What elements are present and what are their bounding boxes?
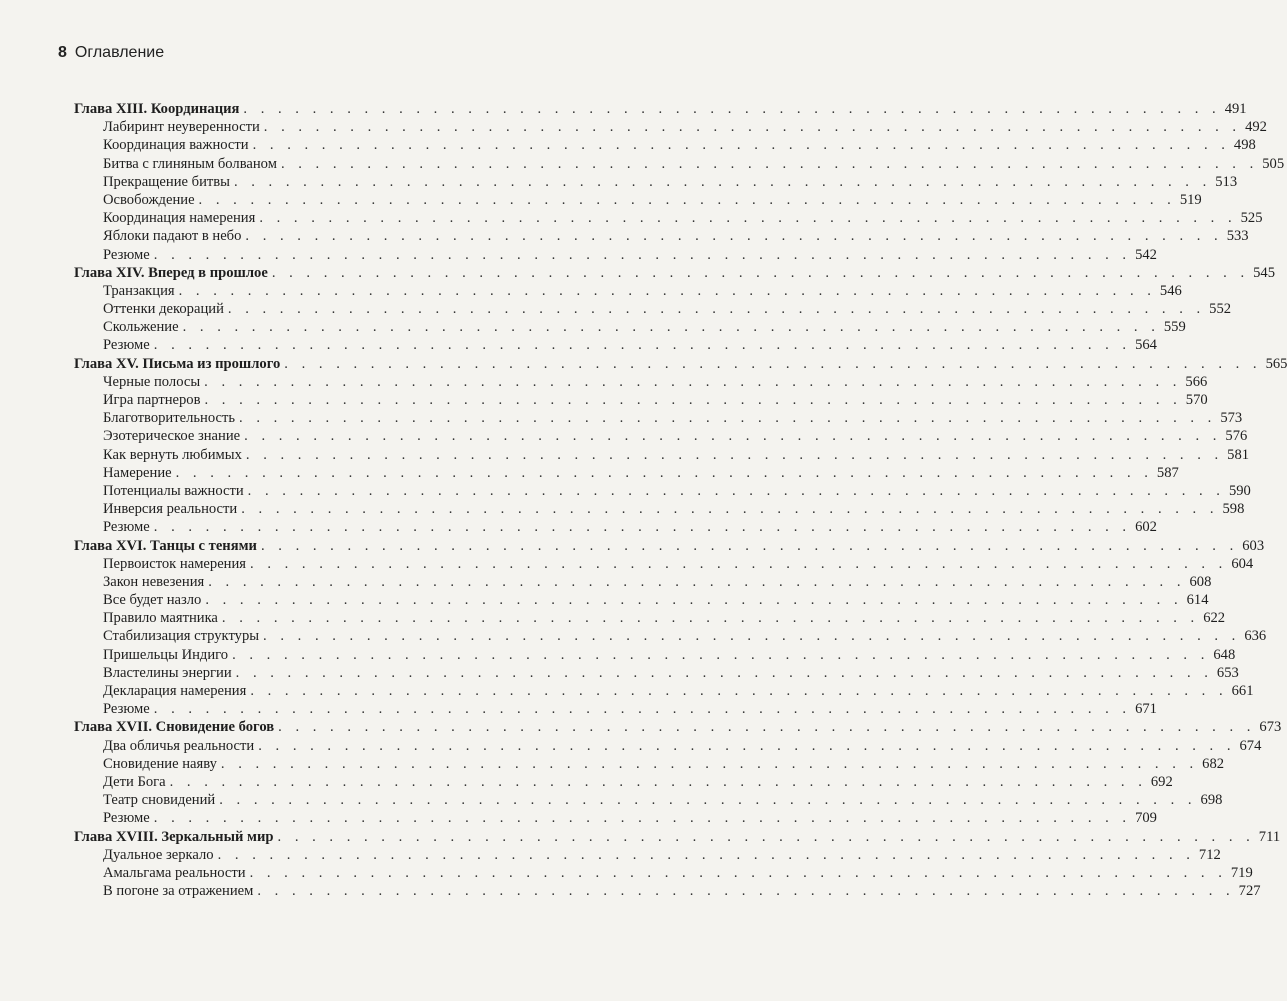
dot-leader: . . . . . . . . . . . . . . . . . . . . . . . . . . . . . . . . . . . . . . . . . . . . . . . . . . . . . . . . . (244, 428, 1222, 445)
toc-item-page: 564 (1135, 337, 1157, 354)
dot-leader: . . . . . . . . . . . . . . . . . . . . . . . . . . . . . . . . . . . . . . . . . . . . . . . . . . . . . . . . . (153, 519, 1132, 536)
toc-item-page: 519 (1179, 191, 1202, 208)
table-of-contents (74, 100, 1287, 900)
dot-leader: . . . . . . . . . . . . . . . . . . . . . . . . . . . . . . . . . . . . . . . . . . . . . . . . . . . . . . . . . (204, 373, 1182, 390)
dot-leader: . . . . . . . . . . . . . . . . . . . . . . . . . . . . . . . . . . . . . . . . . . . . . . . . . . . . . . . . . (271, 264, 1250, 281)
toc-item (74, 209, 1263, 227)
dot-leader: . . . . . . . . . . . . . . . . . . . . . . . . . . . . . . . . . . . . . . . . . . . . . . . . . . . . . . . . . (258, 737, 1236, 754)
toc-item-title: Как вернуть любимых (103, 446, 242, 463)
toc-item-title: Стабилизация структуры (103, 628, 260, 645)
toc-item-page: 546 (1159, 282, 1182, 299)
toc-item-page: 576 (1225, 428, 1248, 445)
toc-item-title: Резюме (103, 246, 150, 263)
toc-item (74, 809, 1157, 827)
dot-leader: . . . . . . . . . . . . . . . . . . . . . . . . . . . . . . . . . . . . . . . . . . . . . . . . . . . . . . . . . (241, 501, 1219, 518)
toc-chapter-page: 711 (1258, 828, 1281, 845)
toc-chapter-page: 603 (1242, 537, 1265, 554)
dot-leader: . . . . . . . . . . . . . . . . . . . . . . . . . . . . . . . . . . . . . . . . . . . . . . . . . . . . . . . . . (260, 537, 1239, 554)
dot-leader: . . . . . . . . . . . . . . . . . . . . . . . . . . . . . . . . . . . . . . . . . . . . . . . . . . . . . . . . . (221, 610, 1200, 627)
dot-leader: . . . . . . . . . . . . . . . . . . . . . . . . . . . . . . . . . . . . . . . . . . . . . . . . . . . . . . . . . (169, 773, 1147, 790)
toc-item-title: Прекращение битвы (103, 173, 230, 190)
toc-item-page: 698 (1200, 792, 1223, 809)
dot-leader: . . . . . . . . . . . . . . . . . . . . . . . . . . . . . . . . . . . . . . . . . . . . . . . . . . . . . . . . . (277, 828, 1255, 845)
dot-leader: . . . . . . . . . . . . . . . . . . . . . . . . . . . . . . . . . . . . . . . . . . . . . . . . . . . . . . . . . (278, 719, 1256, 736)
toc-item-page: 661 (1231, 683, 1254, 699)
toc-item-page: 692 (1150, 773, 1173, 790)
toc-item-title: Дети Бога (103, 773, 166, 790)
toc-chapter-title: Глава XIV. Вперед в прошлое (74, 264, 268, 281)
toc-item-page: 533 (1226, 228, 1249, 245)
toc-item (74, 627, 1267, 645)
toc-item-title: Намерение (103, 464, 172, 481)
toc-item-title: Все будет назло (103, 592, 202, 609)
toc-item-page: 671 (1135, 701, 1157, 718)
toc-item-title: Резюме (103, 337, 150, 354)
toc-item-title: Амальгама реальности (103, 864, 246, 881)
toc-item-page: 709 (1135, 810, 1157, 827)
toc-item-page: 674 (1239, 737, 1262, 754)
dot-leader: . . . . . . . . . . . . . . . . . . . . . . . . . . . . . . . . . . . . . . . . . . . . . . . . . . . . . . . . . (252, 137, 1230, 154)
toc-item (74, 246, 1157, 264)
toc-item-title: Декларация намерения (103, 683, 247, 699)
toc-item-title: Пришельцы Индиго (103, 646, 229, 663)
toc-item-page: 587 (1156, 464, 1179, 481)
toc-item (74, 700, 1157, 718)
toc-item (74, 391, 1208, 409)
dot-leader: . . . . . . . . . . . . . . . . . . . . . . . . . . . . . . . . . . . . . . . . . . . . . . . . . . . . . . . . . (284, 355, 1262, 372)
toc-item (74, 555, 1254, 573)
toc-item (74, 882, 1261, 900)
toc-item-page: 636 (1244, 628, 1267, 645)
toc-item (74, 646, 1236, 664)
dot-leader: . . . . . . . . . . . . . . . . . . . . . . . . . . . . . . . . . . . . . . . . . . . . . . . . . . . . . . . . . (198, 191, 1176, 208)
toc-item-title: Сновидение наяву (103, 755, 217, 772)
toc-item-page: 622 (1203, 610, 1226, 627)
toc-item (74, 427, 1248, 445)
toc-item-page: 590 (1228, 482, 1251, 499)
page-number: 8 (58, 44, 67, 61)
toc-item-title: Потенциалы важности (103, 482, 244, 499)
toc-item-page: 712 (1198, 846, 1221, 863)
toc-chapter-page: 565 (1265, 355, 1287, 372)
dot-leader: . . . . . . . . . . . . . . . . . . . . . . . . . . . . . . . . . . . . . . . . . . . . . . . . . . . . . . . . . (250, 683, 1228, 699)
dot-leader: . . . . . . . . . . . . . . . . . . . . . . . . . . . . . . . . . . . . . . . . . . . . . . . . . . . . . . . . . (175, 464, 1153, 481)
dot-leader: . . . . . . . . . . . . . . . . . . . . . . . . . . . . . . . . . . . . . . . . . . . . . . . . . . . . . . . . . (219, 792, 1197, 809)
toc-chapter-title: Глава XIII. Координация (74, 101, 240, 117)
toc-item-page: 570 (1185, 392, 1208, 408)
toc-item (74, 373, 1208, 391)
dot-leader: . . . . . . . . . . . . . . . . . . . . . . . . . . . . . . . . . . . . . . . . . . . . . . . . . . . . . . . . . (247, 482, 1225, 499)
toc-item-title: Театр сновидений (103, 792, 216, 809)
toc-item-page: 525 (1240, 210, 1263, 227)
dot-leader: . . . . . . . . . . . . . . . . . . . . . . . . . . . . . . . . . . . . . . . . . . . . . . . . . . . . . . . . . (280, 155, 1259, 172)
toc-item-title: Скольжение (103, 319, 179, 336)
toc-item-page: 498 (1233, 137, 1256, 154)
toc-chapter-title: Глава XVIII. Зеркальный мир (74, 828, 274, 845)
toc-item-title: Властелины энергии (103, 664, 232, 681)
toc-item-title: Игра партнеров (103, 392, 201, 408)
toc-item (74, 609, 1226, 627)
toc-item (74, 773, 1173, 791)
dot-leader: . . . . . . . . . . . . . . . . . . . . . . . . . . . . . . . . . . . . . . . . . . . . . . . . . . . . . . . . . (235, 664, 1213, 681)
toc-chapter-page: 545 (1253, 264, 1275, 281)
dot-leader: . . . . . . . . . . . . . . . . . . . . . . . . . . . . . . . . . . . . . . . . . . . . . . . . . . . . . . . . . (250, 555, 1228, 572)
dot-leader: . . . . . . . . . . . . . . . . . . . . . . . . . . . . . . . . . . . . . . . . . . . . . . . . . . . . . . . . . (263, 628, 1241, 645)
toc-item-title: Битва с глиняным болваном (103, 155, 277, 172)
toc-item-title: Правило маятника (103, 610, 218, 627)
toc-item-page: 653 (1216, 664, 1239, 681)
toc-item-title: Яблоки падают в небо (103, 228, 242, 245)
toc-item-page: 566 (1185, 373, 1208, 390)
toc-item-page: 614 (1186, 592, 1209, 609)
toc-chapter-title: Глава XVII. Сновидение богов (74, 719, 275, 736)
toc-item-page: 682 (1202, 755, 1225, 772)
toc-item-page: 552 (1209, 301, 1232, 318)
dot-leader: . . . . . . . . . . . . . . . . . . . . . . . . . . . . . . . . . . . . . . . . . . . . . . . . . . . . . . . . . (245, 228, 1223, 245)
toc-item (74, 791, 1223, 809)
toc-item (74, 737, 1262, 755)
toc-item-page: 648 (1213, 646, 1236, 663)
toc-item (74, 409, 1243, 427)
toc-chapter (74, 100, 1247, 118)
toc-item-page: 602 (1135, 519, 1157, 536)
toc-item-title: Благотворительность (103, 410, 236, 427)
toc-item-title: Оттенки декораций (103, 301, 224, 318)
toc-item (74, 227, 1249, 245)
toc-item (74, 282, 1182, 300)
toc-item-page: 505 (1262, 155, 1285, 172)
page-header (58, 44, 164, 62)
toc-chapter (74, 264, 1275, 282)
dot-leader: . . . . . . . . . . . . . . . . . . . . . . . . . . . . . . . . . . . . . . . . . . . . . . . . . . . . . . . . . (178, 282, 1156, 299)
toc-chapter-page: 491 (1224, 101, 1247, 117)
toc-item (74, 573, 1212, 591)
toc-item-title: Координация важности (103, 137, 249, 154)
dot-leader: . . . . . . . . . . . . . . . . . . . . . . . . . . . . . . . . . . . . . . . . . . . . . . . . . . . . . . . . . (208, 573, 1186, 590)
toc-item-title: В погоне за отражением (103, 883, 254, 900)
toc-item (74, 864, 1253, 882)
toc-item (74, 336, 1157, 354)
toc-item-title: Резюме (103, 810, 150, 827)
toc-item-title: Транзакция (103, 282, 175, 299)
dot-leader: . . . . . . . . . . . . . . . . . . . . . . . . . . . . . . . . . . . . . . . . . . . . . . . . . . . . . . . . . (153, 810, 1132, 827)
dot-leader: . . . . . . . . . . . . . . . . . . . . . . . . . . . . . . . . . . . . . . . . . . . . . . . . . . . . . . . . . (233, 173, 1212, 190)
dot-leader: . . . . . . . . . . . . . . . . . . . . . . . . . . . . . . . . . . . . . . . . . . . . . . . . . . . . . . . . . (182, 319, 1160, 336)
dot-leader: . . . . . . . . . . . . . . . . . . . . . . . . . . . . . . . . . . . . . . . . . . . . . . . . . . . . . . . . . (232, 646, 1210, 663)
toc-item (74, 846, 1221, 864)
toc-item-page: 542 (1135, 246, 1157, 263)
toc-chapter (74, 537, 1265, 555)
toc-item (74, 173, 1238, 191)
dot-leader: . . . . . . . . . . . . . . . . . . . . . . . . . . . . . . . . . . . . . . . . . . . . . . . . . . . . . . . . . (204, 392, 1182, 408)
dot-leader: . . . . . . . . . . . . . . . . . . . . . . . . . . . . . . . . . . . . . . . . . . . . . . . . . . . . . . . . . (153, 337, 1132, 354)
toc-item (74, 191, 1202, 209)
toc-item-title: Черные полосы (103, 373, 201, 390)
toc-item (74, 446, 1250, 464)
dot-leader: . . . . . . . . . . . . . . . . . . . . . . . . . . . . . . . . . . . . . . . . . . . . . . . . . . . . . . . . . (153, 246, 1132, 263)
toc-item-title: Закон невезения (103, 573, 205, 590)
dot-leader: . . . . . . . . . . . . . . . . . . . . . . . . . . . . . . . . . . . . . . . . . . . . . . . . . . . . . . . . . (249, 864, 1227, 881)
toc-item (74, 155, 1285, 173)
toc-chapter-page: 673 (1259, 719, 1282, 736)
toc-item (74, 500, 1245, 518)
dot-leader: . . . . . . . . . . . . . . . . . . . . . . . . . . . . . . . . . . . . . . . . . . . . . . . . . . . . . . . . . (220, 755, 1199, 772)
toc-item-page: 608 (1189, 573, 1212, 590)
dot-leader: . . . . . . . . . . . . . . . . . . . . . . . . . . . . . . . . . . . . . . . . . . . . . . . . . . . . . . . . . (217, 846, 1195, 863)
dot-leader: . . . . . . . . . . . . . . . . . . . . . . . . . . . . . . . . . . . . . . . . . . . . . . . . . . . . . . . . . (257, 883, 1235, 900)
dot-leader: . . . . . . . . . . . . . . . . . . . . . . . . . . . . . . . . . . . . . . . . . . . . . . . . . . . . . . . . . (205, 592, 1183, 609)
dot-leader: . . . . . . . . . . . . . . . . . . . . . . . . . . . . . . . . . . . . . . . . . . . . . . . . . . . . . . . . . (227, 301, 1206, 318)
toc-item-page: 492 (1245, 119, 1267, 136)
dot-leader: . . . . . . . . . . . . . . . . . . . . . . . . . . . . . . . . . . . . . . . . . . . . . . . . . . . . . . . . . (263, 119, 1242, 136)
toc-item (74, 318, 1186, 336)
toc-item-page: 513 (1215, 173, 1238, 190)
running-title: Оглавление (74, 44, 165, 61)
toc-item (74, 682, 1254, 700)
toc-item (74, 755, 1225, 773)
toc-item (74, 118, 1267, 136)
toc-chapter (74, 828, 1281, 846)
toc-chapter (74, 355, 1287, 373)
dot-leader: . . . . . . . . . . . . . . . . . . . . . . . . . . . . . . . . . . . . . . . . . . . . . . . . . . . . . . . . . (239, 410, 1217, 427)
toc-item-page: 598 (1222, 501, 1245, 518)
toc-item-page: 719 (1230, 864, 1253, 881)
toc-item (74, 482, 1251, 500)
toc-item-title: Эзотерическое знание (103, 428, 241, 445)
toc-item-title: Координация намерения (103, 210, 256, 227)
toc-item-page: 559 (1163, 319, 1186, 336)
dot-leader: . . . . . . . . . . . . . . . . . . . . . . . . . . . . . . . . . . . . . . . . . . . . . . . . . . . . . . . . . (243, 101, 1221, 117)
dot-leader: . . . . . . . . . . . . . . . . . . . . . . . . . . . . . . . . . . . . . . . . . . . . . . . . . . . . . . . . . (245, 446, 1224, 463)
toc-item-title: Резюме (103, 701, 150, 718)
dot-leader: . . . . . . . . . . . . . . . . . . . . . . . . . . . . . . . . . . . . . . . . . . . . . . . . . . . . . . . . . (259, 210, 1237, 227)
toc-item (74, 664, 1239, 682)
toc-item-title: Инверсия реальности (103, 501, 238, 518)
toc-item-page: 581 (1227, 446, 1250, 463)
toc-item-page: 727 (1238, 883, 1261, 900)
toc-item (74, 591, 1209, 609)
toc-item-title: Освобождение (103, 191, 195, 208)
toc-chapter (74, 718, 1282, 736)
toc-item-page: 604 (1231, 555, 1254, 572)
toc-chapter-title: Глава XV. Письма из прошлого (74, 355, 281, 372)
toc-chapter-title: Глава XVI. Танцы с тенями (74, 537, 257, 554)
toc-item-page: 573 (1220, 410, 1243, 427)
toc-item-title: Резюме (103, 519, 150, 536)
dot-leader: . . . . . . . . . . . . . . . . . . . . . . . . . . . . . . . . . . . . . . . . . . . . . . . . . . . . . . . . . (153, 701, 1132, 718)
toc-item (74, 136, 1256, 154)
toc-item-title: Два обличья реальности (103, 737, 255, 754)
toc-item (74, 518, 1157, 536)
toc-item-title: Дуальное зеркало (103, 846, 214, 863)
toc-item (74, 300, 1232, 318)
toc-item-title: Лабиринт неуверенности (103, 119, 260, 136)
toc-item-title: Первоисток намерения (103, 555, 247, 572)
toc-item (74, 464, 1179, 482)
